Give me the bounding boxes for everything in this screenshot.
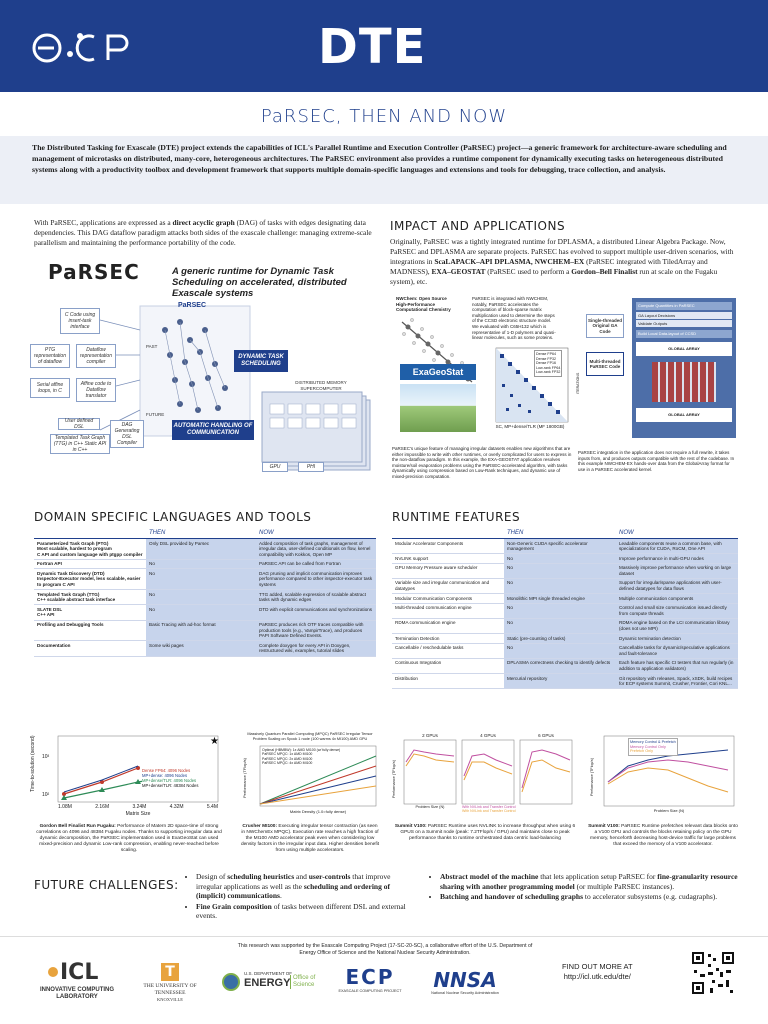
row-name: Documentation [34,641,146,656]
exageostat-logo: ExaGeoStat [400,364,476,380]
crusher-title: Massively Quantum Parallel Computing (MPQC) PaRSEC Irregular Tensor Problem Scaling on Spock 1 node (100 warms 4x MI100) AMD GPU [247,732,373,741]
ga-panel-item: Compute Quantities in PaRSEC [636,302,732,310]
find-out-more [562,962,633,982]
summit-prefetch-xlabel: Problem Size (N) [653,808,685,813]
ga-panel [632,298,736,438]
ttg-box: Templated Task Graph (TTG) in C++ Static API in C++ [50,434,110,454]
scatter-xlabel: SC, MP+dense/TLR (MF 1800GB) [495,424,565,429]
row-then: Non-Generic CUDA specific accelerator management [504,539,616,554]
legend-item: PaRSEC MPQC: 1x AMD MI100 [262,752,313,757]
icl-logo-text: ICL [60,960,99,985]
row-now: Cancellable tasks for dynamic/speculative applications and fault-tolerance [616,643,738,658]
svg-text:★: ★ [210,736,219,747]
ga-text: PaRSEC integration in the application does not require a full rewrite, it takes inputs from, and produces outputs compatible with the rest of the codebase. In this example NWCHEM-EX hands-over data from the GlobalArray format for use in a PaRSEC accelerated kernel. [578,450,735,472]
dsl-table [34,528,376,657]
nnsa-text: NNSA [433,968,497,992]
nwchem-text: PaRSEC is integrated with NWCHEM, notably, PaRSEC accelerates the computation of block-sparse matrix multiplication used to determine the steps of the CCSD electronic structure model. We evaluated with C65H132 which is representative of 1-D polymers and quasi-linear molecules, such as some proteins. [472,296,556,341]
dag-compiler-box: DAG Generating DSL Compiler [110,420,144,448]
legend-item: PaRSEC MPQC: 4x AMD MI100 [262,760,313,765]
table-row [392,618,738,633]
row-now: Control and small size communication issued directly from compute threads [616,603,738,618]
row-then: No [146,569,256,590]
impact-heading: IMPACT AND APPLICATIONS [390,219,566,233]
ga-iterations-label: ITERATIONS [576,372,580,394]
table-row [392,603,738,618]
x-tick: 5.4M [206,804,218,810]
table-row [392,563,738,578]
legend-item: Prefetch Only [630,749,654,754]
row-then: No [504,578,616,593]
ecp-footer-subtitle: EXASCALE COMPUTING PROJECT [338,989,402,993]
doe-logo [222,971,322,1001]
doe-name: ENERGY [244,977,291,989]
ecp-footer-logo [330,965,410,1009]
table-row [392,539,738,554]
future-heading: FUTURE CHALLENGES: [34,878,179,892]
legend-item: Dense FP32 [536,356,556,361]
dte-logo: DTE [318,19,427,75]
row-name: Modular Communication Components [392,594,504,604]
table-row [34,559,376,569]
row-then: No [146,590,256,605]
table-row [392,594,738,604]
row-then: No [504,618,616,633]
find-url-link[interactable]: http://icl.utk.edu/dte/ [563,972,631,981]
scatter-legend [534,350,562,377]
row-now: Complete doxygen for every API in Doxygen, restructured wiki, examples, tutorial slides [256,641,376,656]
diagram-parsec-label: PaRSEC [178,302,207,309]
icl-logo [34,961,120,1011]
row-then: Static (pre-counting of tasks) [504,634,616,644]
summit-nvlink-legend [462,805,516,814]
table-row [34,605,376,620]
serial-loops-box: Serial affine loops, in C [30,378,70,398]
row-name: RDMA communication engine [392,618,504,633]
phi-box: PHI [298,462,324,472]
legend-item: Low-rank FP32 [536,370,561,374]
parsec-architecture-diagram [30,300,380,480]
legend-item: Memory Control & Prefetch [630,740,676,744]
row-now: Added composition of task graphs, management of irregular data, user-defined conditionals on flow, kernel compatibility with Kokkos, Open MP [256,539,376,560]
exageostat-text: PaRSEC's unique feature of managing irregular datasets enables new algorithms that are either impossible to write with other runtimes, or overly complicated for users to express in the non-dataflow paradigm. In this example, the EXA-GEOSTAT application resolves moisture/soil evaporation problems using the PaRSEC-accelerated algorithm, with tasks dynamically using compression based on Low-Rank techniques, and dynamic use of mixed-precision computation. [392,446,572,479]
row-then: Monolithic MPI single threaded engine [504,594,616,604]
ptg-box: PTG representation of dataflow [30,344,70,368]
dataflow-compiler-box: Dataflow representation compiler [76,344,116,368]
row-now: Dynamic termination detection [616,634,738,644]
row-then: Basic Tracing with ad-hoc format [146,620,256,641]
icl-dot [48,967,58,977]
legend-item: With NVLink and Transfer Control [462,809,516,814]
row-now: DAG pruning and implicit communication improves performance compared to other inspector-executor task systems [256,569,376,590]
header-banner [0,0,768,92]
utk-t-icon: T [161,963,179,981]
row-then: No [504,563,616,578]
dynamic-scheduling-label: DYNAMIC TASK SCHEDULING [234,350,288,372]
runtime-table [392,528,738,689]
table-row [392,578,738,593]
row-name: Termination Detection [392,634,504,644]
crusher-ylabel: Performance (TFlop/s) [242,757,247,798]
crusher-xlabel: Matrix Density (1.0=fully dense) [289,809,347,814]
fugaku-chart [30,732,224,818]
diagram-past-label: PAST [146,344,158,349]
utk-logo [130,963,210,1013]
row-then: No [504,554,616,564]
row-name: Multi-threaded communication engine [392,603,504,618]
nnsa-subtitle: National Nuclear Security Administration [431,991,499,995]
row-name: Parameterized Task Graph (PTG) Most scalable, hardest to program C API and custom language with ptgpp compiler [34,539,146,560]
summit-prefetch-chart [588,732,738,818]
x-tick: 4.32M [169,804,184,810]
row-then: No [504,643,616,658]
panel-title: 6 GPUs [538,733,554,738]
communication-label: AUTOMATIC HANDLING OF COMMUNICATION [172,420,254,440]
icl-subtitle: INNOVATIVE COMPUTING LABORATORY [39,987,115,1000]
summit-nvlink-ylabel: Performance (TFlop/s) [392,760,396,798]
row-name: Templated Task Graph (TTG) C++ scalable abstract task interface [34,590,146,605]
legend-item: Optimal (HBMBW): 1x AMD MI100 (w/ fully dense) [262,748,341,752]
dsl-col-empty [34,528,146,539]
row-name: Modular Accelerator Components [392,539,504,554]
nwchem-title: NWChem: Open Source High-Performance Computational Chemistry [396,296,451,312]
landscape-image [400,384,476,432]
panel-title: 4 GPUs [480,733,496,738]
affine-translator-box: Affine code to Dataflow translator [76,378,116,402]
fugaku-ylabel: Time-to-solution (second) [30,735,36,792]
global-array-label: GLOBAL ARRAY [636,408,732,422]
doe-prefix: U.S. DEPARTMENT OF [244,971,293,976]
fugaku-ytick: 10² [42,792,50,798]
row-now: DTD with explicit communications and synchronizations [256,605,376,620]
runtime-col-then: THEN [504,528,616,539]
summit-prefetch-legend [628,738,678,756]
fugaku-ytick: 10³ [42,754,50,760]
legend-item: Memory Control Only [630,744,666,749]
x-tick: 2.16M [95,804,110,810]
dsl-heading: DOMAIN SPECIFIC LANGUAGES AND TOOLS [34,510,312,524]
footer [0,936,768,1024]
row-now: Multiple communication components [616,594,738,604]
panel-title: 2 GPUs [422,733,438,738]
table-row [34,569,376,590]
row-now: Git repository with releases, Spack, xSDK, build recipes for ECP systems Summit, Crusher, Frontier, Cori KNL... [616,674,738,689]
ga-integration-diagram [578,294,738,444]
future-list-1 [186,872,418,922]
table-row [34,590,376,605]
row-now: Support for irregular/sparse applications with user-defined datatypes for data flows [616,578,738,593]
diagram-future-label: FUTURE [146,412,165,417]
row-then: No [504,603,616,618]
ga-original-box: Single-threaded Original GA Code [586,314,624,338]
row-then: No [146,559,256,569]
distributed-memory-label: DISTRIBUTED MEMORY SUPERCOMPUTER [295,380,347,391]
row-now: PaRSEC produces rich OTF traces compatible with production tools (e.g., VampirTrace), and produces PAPI Software Defined Events. [256,620,376,641]
row-now: PaRSEC API can be called from Fortran [256,559,376,569]
nnsa-logo [420,969,510,1005]
legend-item: Dense FP64: 4096 Nodes [142,768,191,773]
legend-item: MP+dense: 4096 Nodes [142,773,188,778]
row-name: Fortran API [34,559,146,569]
row-name: Distribution [392,674,504,689]
list-item: • Abstract model of the machine that lets application setup PaRSEC for fine-granularity resource sharing with another programming model (or multiple PaRSEC instances). [440,872,740,891]
row-name: Dynamic Task Discovery (DTD) Inspector-Executor model, less scalable, easier to program C API [34,569,146,590]
row-name: NVLINK support [392,554,504,564]
row-name: Profiling and Debugging Tools [34,620,146,641]
crusher-caption: Crusher MI100: Executing irregular tensor contraction (as seen in NWChemEx MPQC). Execution rate reaches a high fraction of the MI100 AMD accelerator peak even when considering low density factors in the irregular input data. Higher densities benefit from using multiple accelerators. [240,824,380,853]
gpu-box: GPU [262,462,288,472]
row-then: Some wiki pages [146,641,256,656]
row-now: Each feature has specific CI testers that run regularly (in addition to application validators) [616,658,738,673]
summit-prefetch-ylabel: Performance (TFlop/s) [590,758,594,796]
find-label: FIND OUT MORE AT [562,962,633,971]
table-row [34,620,376,641]
row-name: GPU Memory Pressure aware scheduler [392,563,504,578]
legend-item: Dense FP16 [536,361,556,365]
ga-panel-item: GA Layout Decisions [636,312,732,319]
legend-item: PaRSEC MPQC: 2x AMD MI100 [262,756,313,761]
summit-nvlink-xlabel: Problem Size (N) [415,805,445,809]
runtime-col-now: NOW [616,528,738,539]
x-tick: 3.24M [132,804,147,810]
ecp-footer-text: ECP [345,965,395,989]
parsec-logo: PaRSEC [48,260,140,284]
table-row [392,658,738,673]
table-row [392,674,738,689]
ga-panel-item: Build Local Data-layout of CCSD [636,330,732,338]
summit-nvlink-chart [392,732,578,818]
legend-item: With NVLink and Transfer Control [462,805,516,809]
utk-subtitle: KNOXVILLE [157,997,183,1002]
row-name: Continuous Integration [392,658,504,673]
summit-nvlink-caption: Summit V100: PaRSEC Runtime uses NVLINK to increase throughput when using 6 GPUS on a Summit node (peak: 7.2TFlop/s / GPU) and maintains close to peak performance thanks to runtime orchestrated data centric load-balancing [394,824,576,841]
acknowledgement: This research was supported by the Exascale Computing Project (17-SC-20-SC), a collaborative effort of the U.S. Department of Energy Office of Science and the National Nuclear Security Administration. [237,943,533,956]
ecp-logo [32,30,142,66]
table-row [34,641,376,656]
legend-item: Dense FP64 [536,352,556,356]
abstract: The Distributed Tasking for Exascale (DTE) project extends the capabilities of ICL's Parallel Runtime and Execution Controller (PaRSEC) project—a generic framework for architecture-aware scheduling and management of microtasks on distributed, many-core, heterogeneous architectures. The PaRSEC environment also provides a runtime component for dynamically executing tasks on heterogeneous distributed systems along with a productivity toolbox and development framework that supports multiple domain-specific languages and extensions and tools for debugging, trace collection, and analysis. [0,136,768,204]
qr-code-icon [690,950,736,996]
fugaku-legend [142,768,198,788]
table-row [392,643,738,658]
udsl-box: User defined DSL [58,418,100,430]
row-name: Cancellable / reschedulable tasks [392,643,504,658]
exageostat-scatter [488,344,572,438]
summit-prefetch-caption: Summit V100: PaRSEC Runtime prefetches relevant data blocks onto a V100 GPU and controls the blocks retaining policy on the GPU memory, henceforth decreasing host-device traffic for large problems that exceed the memory of a V100 accelerator. [588,824,738,847]
fugaku-xlabel: Matrix Size [125,811,151,817]
crusher-legend [262,748,340,765]
list-item: • Batching and handover of scheduling graphs to accelerator subsystems (e.g. cudagraphs). [440,892,740,902]
table-row [392,634,738,644]
list-item: • Fine Grain composition of tasks between different DSL and external events. [196,902,418,921]
c-code-box: C Code using insert-task interface [60,308,100,334]
row-then: DPLASMA correctness checking to identify defects [504,658,616,673]
ga-panel-item: Validate Outputs [636,320,732,327]
row-then: Mercurial repository [504,674,616,689]
row-now: RDMA engine based on the LCI communication library (does not use MPI) [616,618,738,633]
impact-paragraph: Originally, PaRSEC was a tightly integrated runtime for DPLASMA, a distributed Linear Algebra Package. Now, PaRSEC and DPLASMA are separate projects. PaRSEC has evolved to support multiple user-driven scenarios, with integrations in ScaLAPACK–API DPLASMA, NWCHEM–EX (PaRSEC integrated with TiledArray and MADNESS), EXA–GEOSTAT (PaRSEC used to perform a Gordon–Bell Finalist run at scale on the Fugaku system), etc. [390,237,734,286]
doe-office: Office of Science [290,975,324,989]
ga-multi-box: Multi-threaded PaRSEC Code [586,352,624,376]
crusher-chart [240,732,380,818]
runtime-heading: RUNTIME FEATURES [392,510,521,524]
intro-paragraph: With PaRSEC, applications are expressed as a direct acyclic graph (DAG) of tasks with edges designating data dependencies. This DAG dataflow paradigm attacks both sides of the exascale challenge: managing extreme-scale parallelism and maintaining the performance portability of the code. [34,218,372,247]
global-array-label: GLOBAL ARRAY [636,342,732,356]
row-name: Variable size and irregular communication and datatypes [392,578,504,593]
utk-name: THE UNIVERSITY OF TENNESSEE [143,983,197,996]
legend-item: Low-rank FP64 [536,365,561,370]
ga-grid [652,362,716,402]
row-now: Leadable components reuse a common base, with specializations for CUDA, RoCM, One API [616,539,738,554]
table-row [34,539,376,560]
row-now: Improve performance in multi-GPU nodes [616,554,738,564]
legend-item: MP+dense/TLR: 4096 Nodes [142,778,197,783]
row-now: TTG added, scalable expression of scalable abstract tasks with dynamic edges [256,590,376,605]
row-then: Only DSL provided by Parsec [146,539,256,560]
fugaku-caption: Gordon Bell Finalist Run Fugaku: Performance of Matern 2D space-time of strong correlations on 4096 and 48384 Fugaku nodes. Thanks to supporting irregular data and dynamic decomposition, the PaRSEC implementation used in ExaGeoStat can used mixed-precision and dynamic Low-rank compression, enabling never-reached before scaling. [36,824,222,853]
x-tick: 1.08M [58,804,72,810]
row-then: No [146,605,256,620]
row-name: SLATE DSL C++ API [34,605,146,620]
parsec-tagline: A generic runtime for Dynamic Task Scheduling on accelerated, distributed Exascale systems [172,266,347,299]
row-now: Massively improve performance when working on large dataset [616,563,738,578]
table-row [392,554,738,564]
dsl-col-then: THEN [146,528,256,539]
dsl-col-now: NOW [256,528,376,539]
fugaku-xticks [58,804,218,810]
page-title: PaRSEC, THEN AND NOW [260,106,508,127]
doe-seal-icon [222,973,240,991]
list-item: • Design of scheduling heuristics and user-controls that improve irregular applications as well as the scheduling and ordering of (implicit) communications. [196,872,418,901]
legend-item: MP+dense/TLR: 48384 Nodes [142,783,199,788]
future-list-2 [430,872,740,903]
runtime-col-empty [392,528,504,539]
